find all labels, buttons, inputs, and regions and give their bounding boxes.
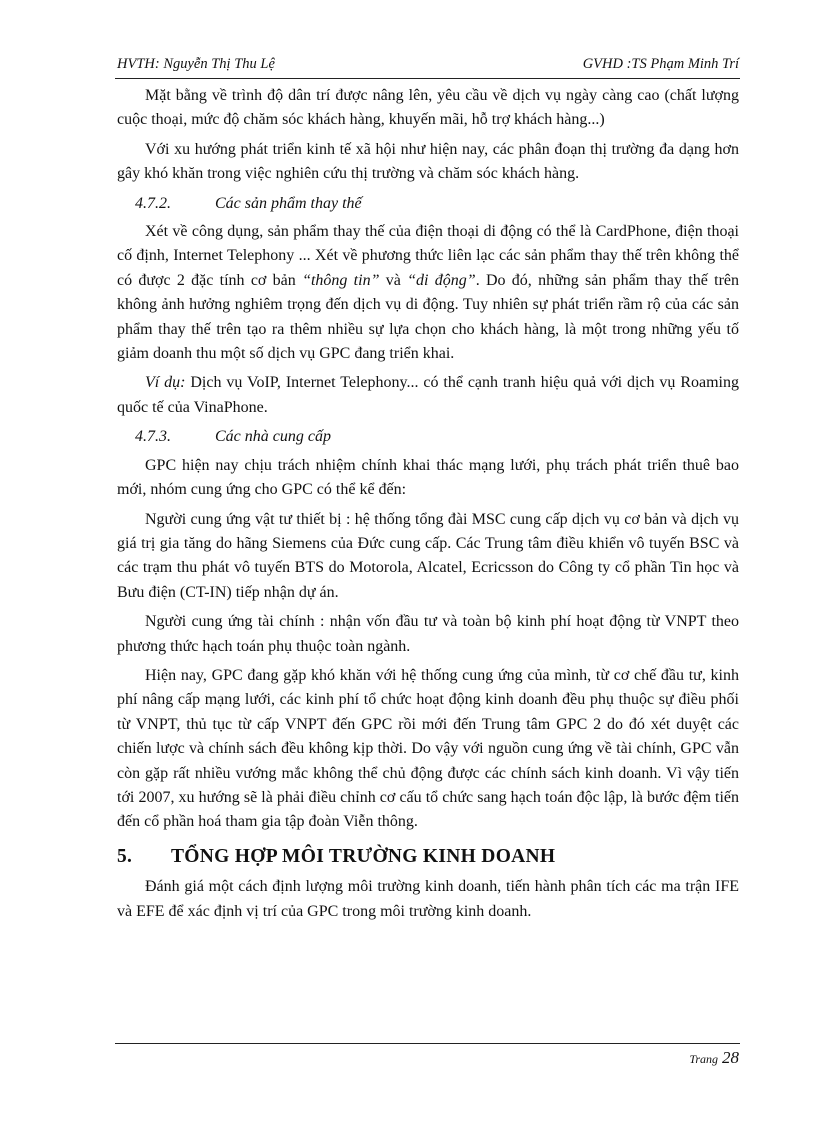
- emphasis: Ví dụ:: [145, 374, 186, 392]
- header-student: HVTH: Nguyễn Thị Thu Lệ: [117, 56, 275, 72]
- subheading-title: Các nhà cung cấp: [215, 428, 331, 446]
- paragraph: Hiện nay, GPC đang gặp khó khăn với hệ thống cung ứng của mình, từ cơ chế đầu tư, kinh phí nâng cấp mạng lưới, các kinh phí tổ chức hoạt động kinh doanh đều phụ thuộc sự điều phối từ VNPT, thủ tục từ cấp VNPT đến GPC rồi mới đến Trung tâm GPC 2 do đó xét duyệt các chiến lược và chính sách đều không kịp thời. Do vậy với nguồn cung ứng về tài chính, GPC vẫn còn gặp rất nhiều vướng mắc không thể chủ động được các chính sách kinh doanh. Vì vậy tiến tới 2007, xu hướng sẽ là phải điều chỉnh cơ cấu tổ chức sang hạch toán độc lập, là bước đệm tiến đến cổ phần hoá tham gia tập đoàn Viễn thông.: [117, 666, 739, 831]
- paragraph: [117, 220, 739, 366]
- footer-divider: [115, 1043, 740, 1044]
- page-header: [117, 56, 739, 73]
- paragraph: Mặt bằng về trình độ dân trí được nâng lên, yêu cầu về dịch vụ ngày càng cao (chất lượng cuộc thoại, mức độ chăm sóc khách hàng, khuyến mãi, hỗ trợ khách hàng...): [117, 87, 739, 129]
- emphasis: “thông tin”: [302, 271, 380, 289]
- section-title: TỔNG HỢP MÔI TRƯỜNG KINH DOANH: [171, 845, 556, 867]
- subheading-4-7-2: [135, 192, 739, 216]
- page-body: [117, 84, 739, 929]
- subheading-4-7-3: [135, 425, 739, 449]
- header-divider: [115, 78, 740, 79]
- text-run: . Do đó, những sản phẩm thay thế trên không ảnh hưởng nghiêm trọng đến dịch vụ di động. Tuy nhiên sự phát triển rầm rộ của các sản phẩm thay thế trên tạo ra thêm nhiều sự lựa chọn cho khách hàng, là một trong những yếu tố giảm doanh thu một số dịch vụ GPC đang triển khai.: [117, 271, 740, 363]
- subheading-number: 4.7.3.: [135, 428, 171, 446]
- paragraph: Đánh giá một cách định lượng môi trường kinh doanh, tiến hành phân tích các ma trận IFE và EFE để xác định vị trí của GPC trong môi trường kinh doanh.: [117, 878, 739, 920]
- paragraph: GPC hiện nay chịu trách nhiệm chính khai thác mạng lưới, phụ trách phát triển thuê bao mới, nhóm cung ứng cho GPC có thể kể đến:: [117, 456, 739, 499]
- page-number: 28: [722, 1048, 739, 1067]
- emphasis: “di động”: [407, 271, 476, 289]
- section-number: 5.: [117, 845, 133, 867]
- text-run: Dịch vụ VoIP, Internet Telephony... có thể cạnh tranh hiệu quả với dịch vụ Roaming quốc tế của VinaPhone.: [117, 374, 739, 416]
- section-heading-5: [117, 845, 739, 869]
- paragraph: Người cung ứng vật tư thiết bị : hệ thống tổng đài MSC cung cấp dịch vụ cơ bản và dịch vụ giá trị gia tăng do hãng Siemens của Đức cung cấp. Các Trung tâm điều khiển vô tuyến BSC và các trạm thu phát vô tuyến BTS do Motorola, Alcatel, Ecricsson do Công ty cổ phần Tin học và Bưu điện (CT-IN) tiếp nhận dự án.: [117, 510, 739, 601]
- text-run: và: [379, 271, 408, 289]
- header-advisor: GVHD :TS Phạm Minh Trí: [582, 56, 739, 72]
- page-footer: [117, 1048, 739, 1068]
- paragraph: Người cung ứng tài chính : nhận vốn đầu tư và toàn bộ kinh phí hoạt động từ VNPT theo phương thức hạch toán phụ thuộc toàn ngành.: [117, 613, 739, 655]
- page-label: Trang: [689, 1052, 718, 1066]
- text-run: Xét về công dụng, sản phẩm thay thế của điện thoại di động có thể là CardPhone, điện thoại cố định, Internet Telephony ... Xét về phương thức liên lạc các sản phẩm thay thế trên không thể có được 2 đặc tính cơ bản: [117, 223, 739, 289]
- paragraph: Với xu hướng phát triển kinh tế xã hội như hiện nay, các phân đoạn thị trường đa dạng hơn gây khó khăn trong việc nghiên cứu thị trường và chăm sóc khách hàng.: [117, 140, 739, 183]
- paragraph: [117, 371, 739, 420]
- subheading-number: 4.7.2.: [135, 194, 171, 212]
- subheading-title: Các sản phẩm thay thế: [215, 194, 362, 212]
